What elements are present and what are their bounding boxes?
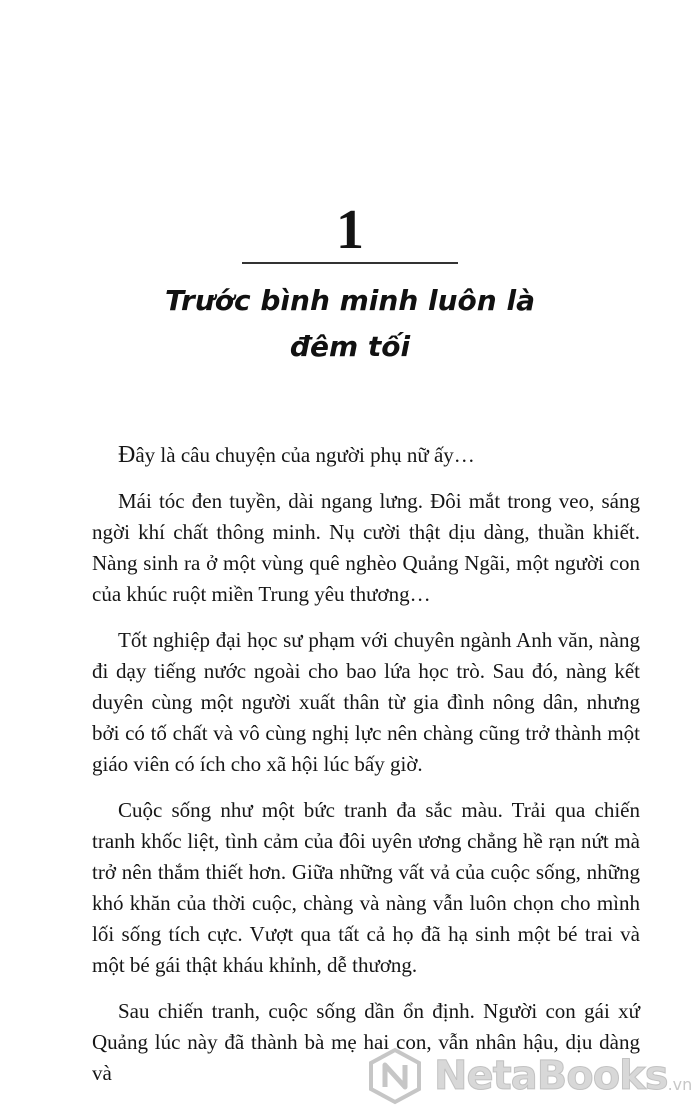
paragraph-3: Tốt nghiệp đại học sư phạm với chuyên ngành Anh văn, nàng đi dạy tiếng nước ngoài cho bao lứa học trò. Sau đó, nàng kết duyên cùng một người xuất thân từ gia đình nông dân, nhưng bởi có tố chất và vô cùng nghị lực nên chàng cũng trở thành một giáo viên có ích cho xã hội lúc bấy giờ. bbox=[92, 628, 640, 776]
watermark-brand: NetaBooks bbox=[434, 1053, 668, 1099]
paragraph-1: Đây là câu chuyện của người phụ nữ ấy… bbox=[118, 442, 475, 468]
netabooks-logo-icon bbox=[366, 1047, 424, 1105]
chapter-title bbox=[120, 278, 580, 370]
body-text bbox=[92, 440, 640, 1104]
chapter-title-line-2: đêm tối bbox=[289, 330, 411, 363]
paragraph-2: Mái tóc đen tuyền, dài ngang lưng. Đôi mắt trong veo, sáng ngời khí chất thông minh. Nụ cười thật dịu dàng, thuần khiết. Nàng sinh ra ở một vùng quê nghèo Quảng Ngãi, một người con của khúc ruột miền Trung yêu thương… bbox=[92, 489, 640, 606]
watermark-suffix: .vn bbox=[667, 1075, 693, 1094]
paragraph-5: Sau chiến tranh, cuộc sống dần ổn định. Người con gái xứ Quảng lúc này đã thành bà mẹ hai con, vẫn nhân hậu, dịu dàng và bbox=[92, 999, 640, 1085]
chapter-divider bbox=[242, 262, 458, 264]
netabooks-watermark bbox=[366, 1040, 700, 1112]
chapter-title-line-1: Trước bình minh luôn là bbox=[165, 284, 535, 317]
paragraph-4: Cuộc sống như một bức tranh đa sắc màu. Trải qua chiến tranh khốc liệt, tình cảm của đôi uyên ương chẳng hề rạn nứt mà trở nên thắm thiết hơn. Giữa những vất vả của cuộc sống, những khó khăn của thời cuộc, chàng và nàng vẫn luôn chọn cho mình lối sống tích cực. Vượt qua tất cả họ đã hạ sinh một bé trai và một bé gái thật kháu khỉnh, dễ thương. bbox=[92, 798, 640, 977]
chapter-number: 1 bbox=[336, 199, 364, 261]
